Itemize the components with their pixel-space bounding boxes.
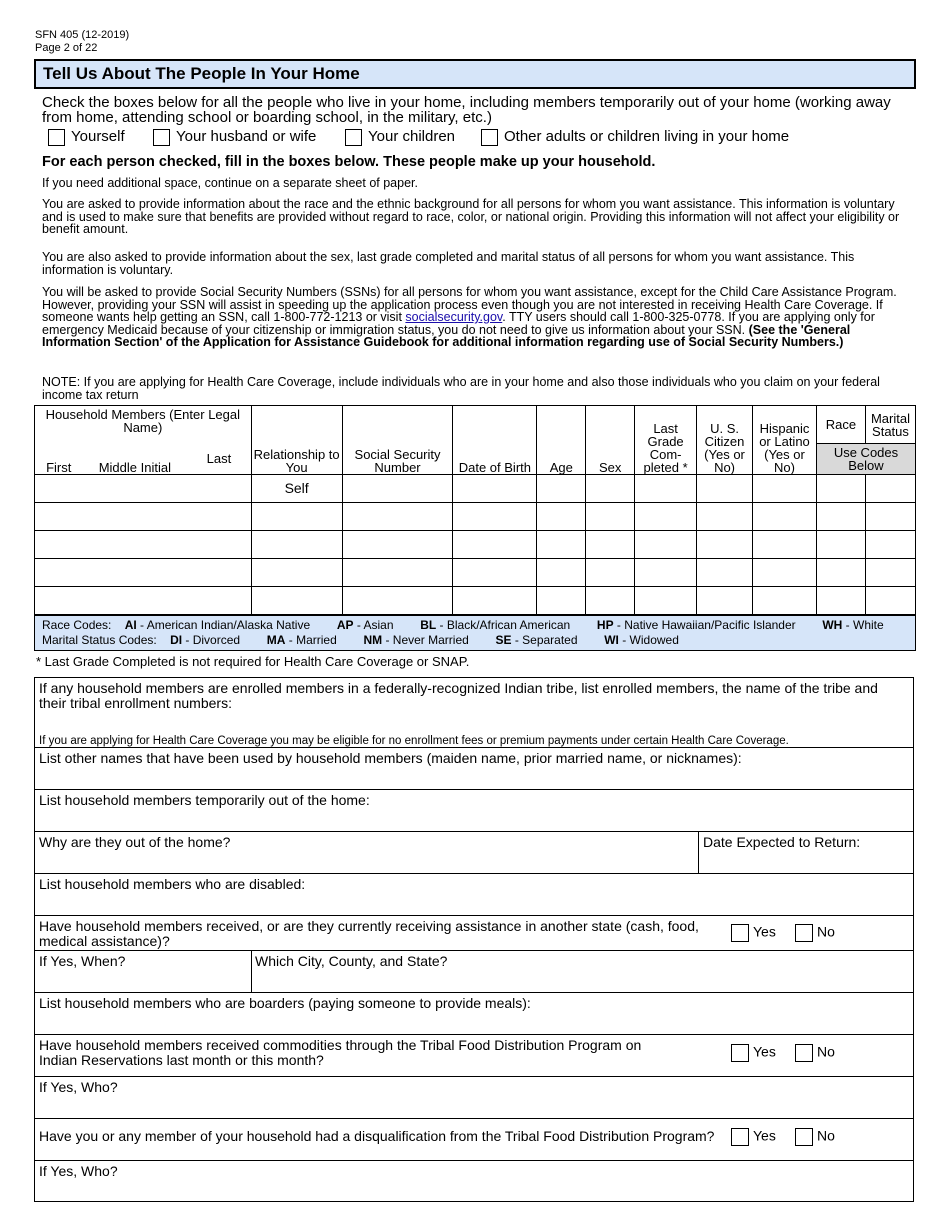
citizen-cell[interactable]: [697, 503, 753, 531]
yes-checkbox[interactable]: [731, 1128, 749, 1146]
no-checkbox[interactable]: [795, 1044, 813, 1062]
race-cell[interactable]: [816, 531, 865, 559]
dob-header: Date of Birth: [453, 406, 537, 475]
other-state-question: Have household members received, or are they currently receiving assistance in another state (cash, food, medical assistance)?: [39, 918, 699, 949]
grade-cell[interactable]: [635, 559, 697, 587]
spouse-option[interactable]: Your husband or wife: [153, 128, 316, 146]
tribe-question: If any household members are enrolled members in a federally-recognized Indian tribe, list enrolled members, the name of the tribe and their tribal enrollment numbers:: [39, 680, 878, 711]
sex-cell[interactable]: [586, 587, 635, 615]
temp-out-box[interactable]: [34, 789, 914, 831]
yes-checkbox[interactable]: [731, 924, 749, 942]
race-codes: Race Codes: AI - American Indian/Alaska Native AP - Asian BL - Black/African American HP - Native Hawaiian/Pacific Islander WH - White: [42, 618, 884, 632]
when-where-box: [34, 950, 914, 992]
date-return-label: Date Expected to Return:: [703, 834, 861, 850]
relationship-header: Relationship to You: [251, 406, 342, 475]
commodities-box: [34, 1034, 914, 1076]
relationship-cell[interactable]: [251, 503, 342, 531]
grade-cell[interactable]: [635, 531, 697, 559]
table-row: [35, 559, 916, 587]
grade-header: Last Grade Com- pleted *: [635, 406, 697, 475]
hispanic-cell[interactable]: [753, 559, 817, 587]
dob-cell[interactable]: [453, 587, 537, 615]
name-cell[interactable]: [35, 503, 252, 531]
citizen-header: U. S. Citizen (Yes or No): [697, 406, 753, 475]
use-codes-header: Use Codes Below: [816, 444, 915, 475]
first-header: First: [35, 444, 83, 475]
ssn-cell[interactable]: [342, 531, 453, 559]
ssn-cell[interactable]: [342, 503, 453, 531]
additional-space-text: If you need additional space, continue on a separate sheet of paper.: [42, 176, 418, 190]
section-title-bar: [34, 59, 916, 89]
disabled-question: List household members who are disabled:: [39, 876, 306, 892]
grade-footnote: * Last Grade Completed is not required for Health Care Coverage or SNAP.: [36, 654, 470, 669]
name-cell[interactable]: [35, 531, 252, 559]
commodities-yes[interactable]: Yes: [731, 1044, 776, 1062]
last-header: Last: [187, 444, 251, 475]
yourself-option[interactable]: Yourself: [48, 128, 125, 146]
hispanic-cell[interactable]: [753, 503, 817, 531]
race-cell[interactable]: [816, 503, 865, 531]
commodities-who-box[interactable]: [34, 1076, 914, 1118]
table-row: [35, 475, 916, 503]
disqualification-question: Have you or any member of your household had a disqualification from the Tribal Food Distribution Program?: [39, 1128, 715, 1144]
race-header: Race: [816, 406, 865, 444]
hispanic-cell[interactable]: [753, 531, 817, 559]
sex-cell[interactable]: [586, 503, 635, 531]
ssn-header: Social Security Number: [342, 406, 453, 475]
tribe-box[interactable]: [34, 677, 914, 747]
other-adults-checkbox[interactable]: [481, 129, 498, 146]
sex-info-paragraph: You are also asked to provide information about the sex, last grade completed and marital status of all persons for whom you want assistance. This information is voluntary.: [42, 250, 855, 277]
divider: [251, 951, 252, 993]
codes-legend: [34, 615, 916, 651]
disqualification-no[interactable]: No: [795, 1128, 835, 1146]
citizen-cell[interactable]: [697, 475, 753, 503]
socialsecurity-link[interactable]: socialsecurity.gov: [405, 310, 503, 324]
dob-cell[interactable]: [453, 503, 537, 531]
members-header: Household Members (Enter Legal Name): [35, 406, 252, 444]
instruction-bold: For each person checked, fill in the boxes below. These people make up your household.: [42, 154, 656, 170]
other-names-question: List other names that have been used by household members (maiden name, prior married name, or nicknames):: [39, 750, 742, 766]
marital-cell[interactable]: [865, 531, 915, 559]
ssn-cell[interactable]: [342, 559, 453, 587]
if-yes-who-label: If Yes, Who?: [39, 1079, 118, 1095]
dob-cell[interactable]: [453, 559, 537, 587]
relationship-cell[interactable]: [251, 559, 342, 587]
other-names-box[interactable]: [34, 747, 914, 789]
boarders-question: List household members who are boarders (paying someone to provide meals):: [39, 995, 531, 1011]
divider: [698, 832, 699, 874]
race-cell[interactable]: [816, 475, 865, 503]
name-cell[interactable]: [35, 587, 252, 615]
age-cell[interactable]: [537, 559, 586, 587]
grade-cell[interactable]: [635, 503, 697, 531]
form-header: [35, 29, 129, 55]
section-title: Tell Us About The People In Your Home: [43, 64, 360, 83]
marital-cell[interactable]: [865, 475, 915, 503]
relationship-cell[interactable]: [251, 587, 342, 615]
yes-checkbox[interactable]: [731, 1044, 749, 1062]
dob-cell[interactable]: [453, 475, 537, 503]
table-row: [35, 503, 916, 531]
yourself-checkbox[interactable]: [48, 129, 65, 146]
why-out-question: Why are they out of the home?: [39, 834, 231, 850]
boarders-box[interactable]: [34, 992, 914, 1034]
grade-cell[interactable]: [635, 475, 697, 503]
race-info-paragraph: You are asked to provide information about the race and the ethnic background for all persons for whom you want assistance. This information is voluntary and is used to make sure that benefits are provided without regard to race, color, or national origin. Providing this information will not affect your eligibility or benefit amount.: [42, 197, 900, 236]
commodities-question: Have household members received commodities through the Tribal Food Distribution Program on Indian Reservations last month or this month?: [39, 1037, 642, 1068]
age-cell[interactable]: [537, 475, 586, 503]
household-members-table: [34, 405, 916, 615]
ssn-cell[interactable]: [342, 475, 453, 503]
no-checkbox[interactable]: [795, 924, 813, 942]
grade-cell[interactable]: [635, 587, 697, 615]
name-cell[interactable]: [35, 559, 252, 587]
other-state-yes[interactable]: Yes: [731, 924, 776, 942]
why-out-box: [34, 831, 914, 873]
disabled-box[interactable]: [34, 873, 914, 915]
relationship-cell[interactable]: [251, 531, 342, 559]
marital-cell[interactable]: [865, 587, 915, 615]
table-row: [35, 531, 916, 559]
sex-cell[interactable]: [586, 475, 635, 503]
table-row: [35, 587, 916, 615]
hispanic-cell[interactable]: [753, 475, 817, 503]
commodities-no[interactable]: No: [795, 1044, 835, 1062]
children-checkbox[interactable]: [345, 129, 362, 146]
hispanic-header: Hispanic or Latino (Yes or No): [753, 406, 817, 475]
hispanic-cell[interactable]: [753, 587, 817, 615]
other-state-no[interactable]: No: [795, 924, 835, 942]
spouse-checkbox[interactable]: [153, 129, 170, 146]
ssn-cell[interactable]: [342, 587, 453, 615]
which-city-label: Which City, County, and State?: [255, 953, 448, 969]
race-cell[interactable]: [816, 559, 865, 587]
age-cell[interactable]: [537, 587, 586, 615]
sex-cell[interactable]: [586, 559, 635, 587]
middle-header: Middle Initial: [82, 444, 187, 475]
age-cell[interactable]: [537, 531, 586, 559]
marital-codes: Marital Status Codes: DI - Divorced MA - Married NM - Never Married SE - Separated WI - Widowed: [42, 633, 679, 647]
sex-header: Sex: [586, 406, 635, 475]
form-id: SFN 405 (12-2019): [35, 29, 130, 41]
disqualification-yes[interactable]: Yes: [731, 1128, 776, 1146]
page-number: Page 2 of 22: [35, 42, 98, 54]
disqualification-who-box[interactable]: [34, 1160, 914, 1202]
ssn-paragraph: You will be asked to provide Social Security Numbers (SSNs) for all persons for whom you want assistance, except for the Child Care Assistance Program. However, providing your SSN will assist in speeding up the application process even though you are not interested in receiving Health Care Coverage. If someone wants help getting an SSN, call 1-800-772-1213 or visit socialsecurity.gov. TTY users should call 1-800-325-0778. If you are applying only for emergency Medicaid because of your citizenship or immigration status, you do not need to give us information about your SSN. (See the 'General Information Section' of the Application for Assistance Guidebook for additional information regarding use of Social Security Numbers.): [42, 285, 897, 349]
if-yes-who-label-2: If Yes, Who?: [39, 1163, 118, 1179]
relationship-cell: Self: [251, 475, 342, 503]
citizen-cell[interactable]: [697, 559, 753, 587]
temp-out-question: List household members temporarily out of the home:: [39, 792, 370, 808]
other-adults-option[interactable]: Other adults or children living in your home: [481, 128, 789, 146]
name-cell[interactable]: [35, 475, 252, 503]
tribe-note: If you are applying for Health Care Coverage you may be eligible for no enrollment fees or premium payments under certain Health Care Coverage.: [39, 735, 789, 747]
citizen-cell[interactable]: [697, 531, 753, 559]
no-checkbox[interactable]: [795, 1128, 813, 1146]
citizen-cell[interactable]: [697, 587, 753, 615]
other-state-box: [34, 915, 914, 950]
disqualification-box: [34, 1118, 914, 1160]
if-yes-when-label: If Yes, When?: [39, 953, 126, 969]
children-option[interactable]: Your children: [345, 128, 455, 146]
marital-cell[interactable]: [865, 503, 915, 531]
age-cell[interactable]: [537, 503, 586, 531]
race-cell[interactable]: [816, 587, 865, 615]
marital-header: Marital Status: [865, 406, 915, 444]
sex-cell[interactable]: [586, 531, 635, 559]
dob-cell[interactable]: [453, 531, 537, 559]
marital-cell[interactable]: [865, 559, 915, 587]
note-text: NOTE: If you are applying for Health Care Coverage, include individuals who are in your home and also those individuals who you claim on your federal income tax return: [42, 375, 880, 402]
intro-text: Check the boxes below for all the people who live in your home, including members temporarily out of your home (working away from home, attending school or boarding school, in the military, etc.): [42, 94, 891, 126]
age-header: Age: [537, 406, 586, 475]
